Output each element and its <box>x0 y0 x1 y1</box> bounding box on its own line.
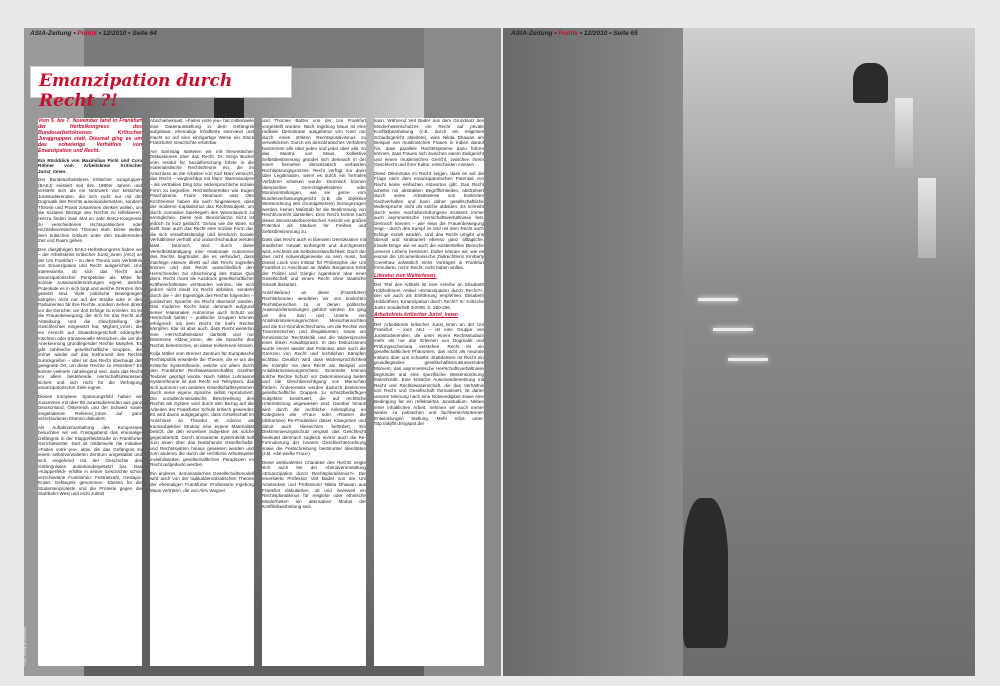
column-1 <box>38 118 142 666</box>
paragraph: Den diesjährigen BAKJ-Herbstkongress haben wir – der Arbeitskreis Kritischer Jurist_innen (AKJ) an der Uni Frankfurt – zu dem Thema vom Verhältnis von Emanzipation und Recht ausgerichtet. Uns interessierte, ob sich das Recht aus emanzipatorischer Perspektive als Mittel für soziale Auseinandersetzungen eignet, welche Potentiale es in sich birgt und welche Grenzen ihm gesetzt sind. Viele politische Bewegungen kämpfen nicht nur auf der Straße oder in den Parlamenten für ihre Rechte, sondern ziehen direkt vor die Gerichte, um dort Erfolge zu erzielen. So ist die Frauenbewegung, die sich für das Recht auf Abtreibung und die Gleichstellung der Geschlechter eingesetzt hat, Migrant_innen, die ein Anrecht auf Staatsbürgerschaft erkämpfen möchten oder transsexuelle Menschen, die um die Anerkennung grundlegender Rechte kämpfen. Es gibt zahlreiche gesellschaftliche Gruppen, die immer wieder auf das Instrument des Rechts zurückgreifen – aber ist das Recht überhaupt der geeignete Ort, um diese Rechte zu erstreiten? Es könnte vielmehr naheliegend sein, dass das Recht vor allem bestehende Herrschaftsinteressen sichert und sich nicht für die Verfolgung emanzipatorischer Ziele eignet. <box>38 246 142 391</box>
article-title: Emanzipation durch Recht ?! <box>39 71 233 111</box>
paragraph: Ein anderes, demokratisches Gesellschaftsmodell wird auch von der radikaldemokratischen Theorie der ehemaligen Frankfurter Professorin Ingeborg Maus vertreten, die von Alex Wagner <box>150 470 254 493</box>
tunnel-photo-right <box>503 28 975 676</box>
left-page <box>24 28 501 676</box>
paragraph: Als Auftaktveranstaltung des Kongresses besuchten wir am Freitagabend das ehemalige Gefängnis in der Klapperfeldstraße im Frankfurter Gerichtsviertel. Dort ist mittlerweile die Initiative »Faites votre jeu« aktiv, die das Gefängnis zu einem selbstverwalteten Zentrum umgestaltet und sich eingehend mit der Geschichte des Gefängnisses auseinandergesetzt hat. Das »Klapperfeld« erfüllte in seiner Geschichte schon verschiedene Funktionen: Festnetzahl, Gestapo-Knast, Gefängnis genommen. Ebenso für die Studentenproteste und die Proteste gegen die Startbahn-West und nicht zuletzt <box>38 424 142 497</box>
article-lead: Vom 5. bis 7. November fand in Frankfurt der Herbstkongress des Bundesarbeitskreises Kritischer Jurajgruppen statt. Diesmal ging es um das schwierige Verhältnis von Emanzipation und Recht. <box>38 118 142 155</box>
paragraph: Kolja Möller vom Bremer Zentrum für Europäische Rechtspolitik erweiterte die Theorie, die er um die Kritische Systemtheorie, welche vor allem durch den Frankfurter Rechtswissenschaftler Gunther Teubner geprägt wurde. Nach Niklas Luhmanns Systemtheorie ist das Recht ein Teilsystem, das sich autonom von anderen Gesellschaftssystemen durch seine eigene Sprache selbst reproduziert. Die sozialtechnokratische Beschreibung des Rechts als System wird durch den Bezug auf die Arbeiten der Frankfurter Schule kritisch gewendet: Es wird davon ausgegangen, dass Gesellschaft im Anschluss an Theodor W. Adorno als transsubjektive Struktur eine eigene Materialität besitzt, die den einzelnen Subjekten als solche gegenübertritt. Durch immanente Systemkritik soll zum einen über das bestehende Gesellschafts- und Rechtssystem hinaus gewiesen werden und zum anderen die durch die rechtliche Arbeitsweise invisibilisierten gesellschaftlichen Paradoxien im Recht aufgedeckt werden. <box>150 351 254 468</box>
folio-right: AStA-Zeitung • Politik • 12/2010 • Seite 65 <box>511 30 638 37</box>
akj-box-heading: Arbeitskreis kritischer Jurist_innen <box>374 312 458 319</box>
paragraph: und Thomas Balzer von der Uni Frankfurt vorgestellt wurden. Nach Ingeborg Maus ist eine radikale Demokratie ausgehend von Kant nur durch einen strikten Rechtspositivismus zu verwirklichen. Durch ein demokratisches Verfahren bestimmen alle über jeden und jeder über alle, so das Mantra von Maus. Kollektive Selbstbestimmung gründet sich demnach in der einen formellen demokratisch verfassten Rechtsetzungsprozess. Recht verfügt nur dann über Legitimation, wenn es durch ein formales Verfahren erlassen wurde. Demnach können überpositive Gerechtigkeitsideen oder Moralvorstellungen, wie sie gerne vom Bundesverfassungsgericht (z.B. die objektive Werteordnung des Grundgesetzes) herangezogen werden, keinen Maßstab für die Bestimmung von Recht/Unrecht darstellen. Dem Recht kommt nach dieser demokratietheoretischen Ansicht ein großes Potential als Medium für Freiheit und Selbstbestimmung zu. <box>262 118 366 234</box>
folio-left: AStA-Zeitung • Politik • 12/2010 • Seite 64 <box>30 30 157 37</box>
paragraph: Abschiebeknast. »Faites votre jeu« hat mittlerweile eine Dauerausstellung in dem Gefängnis aufgebaut, ehemalige Inhaftierte interviewt und macht so auf eine einzigartige Weise ein Stück Frankfurter Geschichte erfahrbar. <box>150 118 254 146</box>
paragraph: Am Samstag starteten wir mit theoretischen Diskussionen über das Recht. Dr. Sonja Buckel vom Institut für Sozialforschung führte in die materialistische Rechtstheorie ein, die im Anschluss an die Arbeiten von Karl Marx versucht, das Recht – vergleichbar mit Marx' Warenanalyse – als vertrakies Ding bzw. widersprüchliche soziale Form zu begreifen. Rechtstheoretiker wie Eugen Paschukanis, Franz Neumann oder Otto Kirchheimer haben die nach hingewiesen, dass der moderne Kapitalismus das Rechtssubjekt, um durch normative Spielregeln den Warentausch zu ermöglichen. Diese rein ökonomische Sicht ist jedoch zu kurz gedacht. Genau wie die Ware, so stellt zwar auch das Recht eine soziale Form dar, die sich verselbstständigt und hierdurch soziale Verhältnisse verhüllt und undurchschaubar werden lässt. Dennoch wird durch diese Verselbstständigung eine relationale Autonomie des Rechts begründet, die es verhindert, dass mächtige Akteure direkt auf das Recht zugreifen können und das Recht ausschließlich den Herrschenden zur Absicherung des Status Quo dient. Recht muss als Ausdruck gesellschaftlicher Kräfteverhältnisse verstanden werden, die sich jedoch nicht direkt im Recht abbilden, sondern durch die – der Eigenlogik des Rechts folgenden – juridischen Sprache ins Recht übersetzt werden. Das moderne Recht kann demnach aufgrund seiner relationalen Autonomie auch Schutz vor Herrschaft bieten – politische Gruppen können erfolgreich mit dem Recht für mehr Rechte kämpfen. Klar ist aber auch, dass Recht weiterhin eine Herrschaftsinstanz darstellt und nur bestimmte Akteur_innen, die die Sprache des Rechts beherrschen, an dieser teilnehmen können. <box>150 148 254 348</box>
literature-box-text: Der Titel des Artikels ist eine Anleihe an Elisabeth Holzleithners Artikel »Emanzipation durch Recht?«, den wir auch als Einführung empfehlen: Elisabeth Holzleithner, Emanzipation durch Recht? In: Kritische Justiz Sonderheft 3/2008, S. 250-256. <box>374 282 484 310</box>
paragraph: Anschließend an diese (Frankfurter) Rechtstheorien wendeten wir uns konkreten Rechtsbereichen zu, in denen politische Auseinandersetzungen geführt werden. Es ging um den Sinn und Unsinn von Antidiskriminierungsrechten, Menschenrechten und die EU-Grundrechtecharta, um die Rechte von Transmenschen und Illegalisierten, sowie um feministische Rechtskritik und die Widersprüche einer linken Anwaltspraxis. In den Diskussionen wurde immer wieder das Potential, aber auch die Grenzen von Recht und rechtlichen Kämpfen sichtbar. Deutlich wird dass Widersprüchlichkeit der Kämpfe mit dem Recht am Beispiel von Antidiskriminierungsrechten. Einerseits können solche Rechte Schutz vor Diskriminierung bieten und die Gleichberechtigung von Menschen fördern. Andererseits werden dadurch bestimmte gesellschaftliche Gruppen zu schutzbedürftigen Subjekten konstruiert, die auf rechtliche Unterstützung angewiesen sind. Darüber hinaus wird durch die rechtliche Anknüpfung an Kategorien wie »Frau« oder »Rasse« die (diskursive) Re-Produktion dieser Kategorien und damit auch Hierarchien befördert. Ein Diskriminierungsschutz vergisst das Geschlecht bedeutet demnach zugleich immer auch die Re-Formulierung der binären Geschlechterordnung sowie die Festschreibung bestimmter Identitäten (z.B. »die weiße Frau«). <box>262 290 366 457</box>
paragraph: Diese Dilemmata im Recht zeigen, dass es auf die Frage nach dem emanzipatorischen Potential von Recht keine einfachen Antworten gibt. Das Recht arbeitet mit abstrakten Begrifflichkeiten, abstrahiert durch seine Arbeitsweise von konkreten Sachverhalten und kann daher gesellschaftliche Widersprüche nicht als solche abbilden. Es schreibt durch seine machtdurchdrungene Existenz immer auch asymmetrische Herrschaftsverhältnisse fest. Dennoch können – wie etwa die Frauenbewegung zeigt – durch den Kampf im und mit dem Recht auch Erfolge erzielt werden. Und das Recht umgibt uns überall und strukturiert ebenso ganz alltägliche, triviale Dinge wie es auch die existentiellen Bereiche unseres Lebens bestimmt. Daher können wir, wie es einmal die US-amerikanische Zivilrechtlerin Kimberly Crenshaw anlässlich eines Vortrages in Frankfurt formulierte, nicht: Recht, nicht haben wollen. <box>374 170 484 271</box>
akj-box-text: Der Arbeitskreis kritischer Jurist_innen an der Uni Frankfurt – kurz AKJ – ist eine Gruppe von Jurastudierenden, die unter einem Rechtsstudium mehr als nur das Erlernen von Dogmatik und Prüfungsschemata verstehen. Recht ist ein gesellschaftliches Phänomen, das nicht als neutrale Instanz über uns schwebt. Stattdessen ist Recht ein grundlegendes gesellschaftsstrukturierendes Moment, das asymmetrische Herrschaftsverhältnisse begründet und eine spezifische Wissensordnung festschreibt. Eine kritische Auseinandersetzung mit Recht und Rechtswissenschaft, die das Verhältnis von Recht und Gesellschaft thematisiert, ist daher unserer Meinung nach eine Notwendigkeit sowie eine Bedingung für ein reflektiertes Jurastudium. Neben einer inhaltlichen Arbeit, nehmen wir auch immer wieder zu politischen und fachbereichsinternen Entwicklungen Stellung. Mehr Infos unter: http://akjffm.blogspot.de/ <box>374 321 484 427</box>
paragraph: Der Bundesarbeitskreis Kritischer Juragruppen (BAKJ) existiert seit den 1980er Jahren und versteht sich als ein Netzwerk von kritischen Jurastudierenden, die sich nicht nur mit der Dogmatik des Rechts auseinandersetzen, sondern Theorie und Praxis zusammen denken wollen, um die sozialen Bezüge des Rechts zu reflektieren. Hierzu finden zwei Mal im Jahr BAKJ-Kongresse zu verschiedenen rechtspolitischen oder rechtstheoretischen Themen statt. Diese stellen dem kritischen Diskurs unter den Studierenden Zeit und Raum geben. <box>38 177 142 244</box>
literature-box-heading: Literatur zum Weiterlesen: <box>374 272 437 279</box>
column-2 <box>150 118 254 666</box>
paragraph: kann. Während Veit Bader aus dem Grundsatz des Minderheitenschutzes ein Recht auf private Konfliktbearbeitung (z.B. durch ein religiöses Schiedsgericht ableitete), wies Nikita Dhawan am Beispiel von muslimischen Frauen in Indien darauf hin, dass parallele Rechtssysteme dazu führen können, dass Frauen sich zwischen einem Zivilgericht und einem muslimischen Gericht, zwischen ihrem Geschlecht und ihrer Kultur, entscheiden müssen. <box>374 118 484 168</box>
paragraph: Dieses komplexe Spannungsfeld haben wir zusammen mit über 80 Jurastudierenden aus ganz Deutschland, Österreich und der Schweiz sowie eingeladenen Referent_innen auf ganz verschiedenen Ebenen diskutiert. <box>38 393 142 422</box>
paragraph: Dass das Recht auch in liberalen Demokratien mit staatlicher Gewalt einhergeht und durchgesetzt wird, erscheint als Selbstverständlichkeit. Doch der dies nicht notwendigerweise so sein muss, hat Daniel Loick vom Institut für Philosophie der Uni Frankfurt in Anschluss an Walter Benjamins Kritik der Polizei und Giorgio Agambens Idee einer Gesellschaft und einem Recht ohne staatliche Gewalt diskutiert. <box>262 237 366 287</box>
person-image <box>683 498 728 648</box>
column-3 <box>262 118 366 666</box>
paragraph: Diese ambivalenter Charakter des Rechts zeigte sich auch bei der Abendveranstaltung »Emanzipation durch Rechtspluralismus?« Der emeritierte Professor Veit Bader von der Uni Amsterdam und Professorin Nikita Dhawan aus Frankfurt diskutierten, ob und inwieweit ein Rechtspluralismus für religiöse oder ethnische Minderheiten ein alternativer Modus der Konfliktbearbeitung sein <box>262 459 366 510</box>
column-4 <box>374 118 484 666</box>
byline: Ein Rückblick von Maximilian Pichl und Cora Röhner vom Arbeitskreis Kritischer Jurist_innen. <box>38 157 142 174</box>
photo-credit: Foto: mbxp photocase <box>22 626 27 666</box>
right-page <box>503 28 975 676</box>
person-ceiling-image <box>853 63 888 103</box>
article-title-box <box>30 66 292 111</box>
